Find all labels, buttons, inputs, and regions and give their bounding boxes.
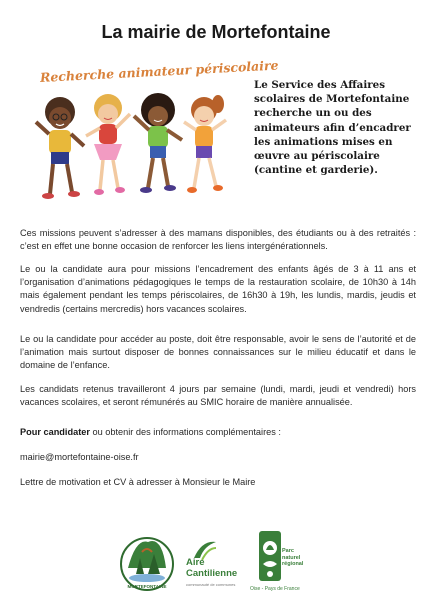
parc-naturel-text <box>282 548 312 568</box>
mortefontaine-logo <box>118 528 176 594</box>
apply-info-text: ou obtenir des informations complémentaires : <box>89 427 281 437</box>
hero-heading: Recherche animateur périscolaire <box>39 57 279 85</box>
child-girl-1 <box>86 94 130 195</box>
page-title: La mairie de Mortefontaine <box>101 22 331 42</box>
aire-cantilienne-logo <box>176 538 246 594</box>
child-boy-1 <box>36 97 84 199</box>
contact-email[interactable]: mairie@mortefontaine-oise.fr <box>20 452 139 462</box>
mortefontaine-logo-label: MORTEFONTAINE <box>127 584 167 589</box>
partner-logos <box>0 522 432 598</box>
hero-illustration <box>22 57 279 214</box>
parc-line2: naturel <box>282 554 301 561</box>
aire-cantilienne-name <box>186 558 237 579</box>
aire-cantilienne-subtitle: communauté de communes <box>186 582 236 587</box>
parc-naturel-logo <box>250 530 308 596</box>
paragraph-missions: Le ou la candidate aura pour missions l’encadrement des enfants âgés de 3 à 11 ans et l’organisation d’animations pédagogiques le temps de la restauration scolaire, de 10h30 à 14h mais également pendant les temps périscolaires, de 16h30 à 19h, les lundis, mardis, jeudis et vendredis (certains mercredis) hors vacances scolaires. <box>20 264 416 314</box>
paragraph-schedule-pay: Les candidats retenus travailleront 4 jours par semaine (lundi, mardi, jeudi et vendredi) hors vacances scolaires, et seront rémunérés au SMIC horaire de manière annualisée. <box>20 384 416 408</box>
paragraph-application-instructions: Lettre de motivation et CV à adresser à Monsieur le Maire <box>20 477 256 487</box>
parc-naturel-emblem-icon <box>258 530 282 582</box>
aire-name-line1: Aire <box>186 557 205 568</box>
parc-region-label: Oise - Pays de France <box>250 586 300 592</box>
child-girl-2 <box>134 93 182 193</box>
paragraph-requirements: Le ou la candidate pour accéder au poste, doit être responsable, avoir le sens de l’autorité et de l’animation mais surtout disposer de bonnes connaissances sur le milieu éducatif et dans le domaine de l’enfance. <box>20 334 416 371</box>
paragraph-apply <box>20 426 416 439</box>
parc-line3: régional <box>282 561 304 567</box>
intro-text: Le Service des Affaires scolaires de Mortefontaine recherche un ou des animateurs afin d’encadrer les animations mises en œuvre au périscolaire (cantine et garderie). <box>254 79 411 177</box>
aire-name-line2: Cantilienne <box>186 567 238 579</box>
paragraph-audience: Ces missions peuvent s’adresser à des mamans disponibles, des étudiants ou à des retraités : c’est en effet une bonne occasion de renforcer les liens intergénérationnels. <box>20 228 416 252</box>
apply-label: Pour candidater <box>20 427 90 437</box>
child-girl-3 <box>184 95 226 193</box>
parc-line1: Parc <box>282 548 294 554</box>
dancing-children-illustration <box>22 84 234 212</box>
